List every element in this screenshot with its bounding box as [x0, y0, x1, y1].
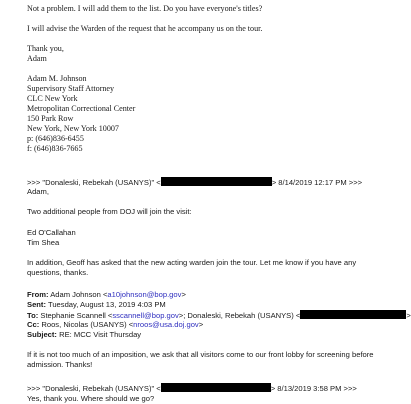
- quoted-header-2: >>> "Donaleski, Rebekah (USANYS)" < > 8/13/2019 3:58 PM >>>: [27, 384, 357, 393]
- quoted-header-1: >>> "Donaleski, Rebekah (USANYS)" < > 8/14/2019 12:17 PM >>>: [27, 178, 363, 187]
- signature-title: Supervisory Staff Attorney: [27, 84, 115, 93]
- signature-city: New York, New York 10007: [27, 124, 119, 133]
- from-email-link[interactable]: a10johnson@bop.gov: [107, 290, 182, 299]
- redaction-box: [161, 383, 271, 392]
- cc-email-link[interactable]: nroos@usa.doj.gov: [133, 320, 199, 329]
- reply-line-2: I will advise the Warden of the request that he accompany us on the tour.: [27, 24, 263, 33]
- quoted-body-2-line-2: questions, thanks.: [27, 268, 89, 277]
- signature-name: Adam M. Johnson: [27, 74, 87, 83]
- signature-phone: p: (646)836-6455: [27, 134, 84, 143]
- forward-to: To: Stephanie Scannell <sscannell@bop.gov>; Donaleski, Rebekah (USANYS) < >: [27, 311, 411, 320]
- to-email-link[interactable]: sscannell@bop.gov: [112, 311, 179, 320]
- quoted-person-2: Tim Shea: [27, 238, 60, 247]
- quoted-greeting: Adam,: [27, 187, 49, 196]
- signature-street: 150 Park Row: [27, 114, 74, 123]
- forward-cc: Cc: Roos, Nicolas (USANYS) <nroos@usa.doj.gov>: [27, 320, 204, 329]
- reply-first-name: Adam: [27, 54, 47, 63]
- redaction-box: [300, 310, 406, 319]
- redaction-box: [161, 177, 272, 186]
- quoted-cutoff-line: Yes, thank you. Where should we go?: [27, 394, 155, 403]
- signature-unit: CLC New York: [27, 94, 78, 103]
- forward-body-line-1: If it is not too much of an imposition, we ask that all visitors come to our front lobby for screening before: [27, 350, 374, 359]
- reply-line-1: Not a problem. I will add them to the list. Do you have everyone's titles?: [27, 4, 263, 13]
- reply-closing: Thank you,: [27, 44, 64, 53]
- quoted-body-2-line-1: In addition, Geoff has asked that the new acting warden join the tour. Let me know if you have any: [27, 258, 357, 267]
- forward-subject: Subject: RE: MCC Visit Thursday: [27, 330, 142, 339]
- signature-fax: f: (646)836-7665: [27, 144, 83, 153]
- forward-body-line-2: admission. Thanks!: [27, 360, 93, 369]
- quoted-person-1: Ed O'Callahan: [27, 228, 76, 237]
- forward-from: From: Adam Johnson <a10johnson@bop.gov>: [27, 290, 186, 299]
- signature-facility: Metropolitan Correctional Center: [27, 104, 136, 113]
- forward-sent: Sent: Tuesday, August 13, 2019 4:03 PM: [27, 300, 166, 309]
- quoted-body-1: Two additional people from DOJ will join the visit:: [27, 207, 192, 216]
